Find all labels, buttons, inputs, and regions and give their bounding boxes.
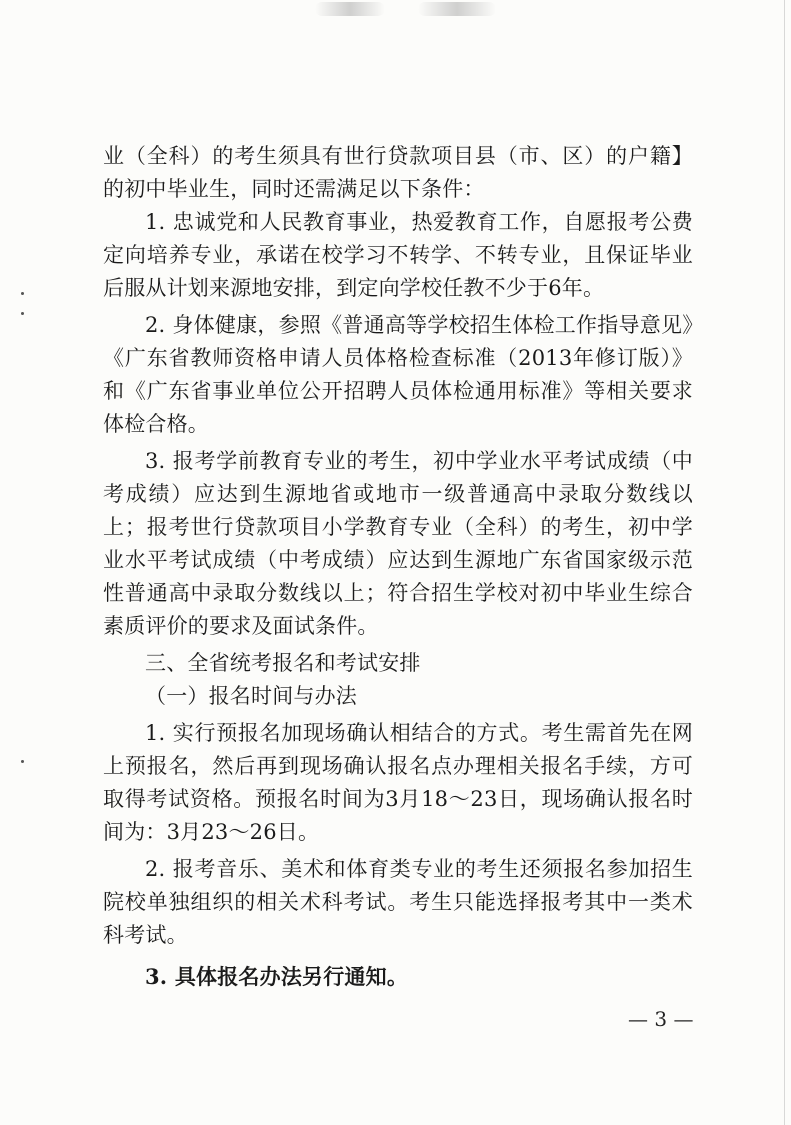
registration-item-2: 2. 报考音乐、美术和体育类专业的考生还须报名参加招生院校单独组织的相关术科考试。考生只能选择报考其中一类术科考试。 — [103, 857, 693, 947]
subsection-heading: （一）报名时间与办法 — [145, 684, 357, 708]
condition-1: 1. 忠诚党和人民教育事业，热爱教育工作，自愿报考公费定向培养专业，承诺在校学习不转学、不转专业，且保证毕业后服从计划来源地安排，到定向学校任教不少于6年。 — [103, 210, 693, 300]
document-body — [103, 140, 693, 993]
binding-mark — [21, 292, 24, 295]
paragraph-continuation: 业（全科）的考生须具有世行贷款项目县（市、区）的户籍】的初中毕业生，同时还需满足以下条件： — [103, 144, 693, 201]
registration-item-3: 3. 具体报名办法另行通知。 — [145, 964, 409, 989]
binding-mark — [21, 760, 24, 763]
binding-mark — [21, 312, 24, 315]
page-number: — 3 — — [628, 1007, 694, 1031]
scan-smudge — [315, 2, 385, 16]
scan-edge-line — [784, 0, 785, 1125]
scan-smudge — [418, 2, 496, 16]
section-heading: 三、全省统考报名和考试安排 — [145, 651, 421, 675]
condition-2: 2. 身体健康，参照《普通高等学校招生体检工作指导意见》《广东省教师资格申请人员体格检查标准（2013年修订版）》和《广东省事业单位公开招聘人员体检通用标准》等相关要求体检合格。 — [103, 313, 693, 436]
registration-item-1: 1. 实行预报名加现场确认相结合的方式。考生需首先在网上预报名，然后再到现场确认报名点办理相关报名手续，方可取得考试资格。预报名时间为3月18～23日，现场确认报名时间为：3月23～26日。 — [103, 721, 693, 844]
condition-3: 3. 报考学前教育专业的考生，初中学业水平考试成绩（中考成绩）应达到生源地省或地市一级普通高中录取分数线以上；报考世行贷款项目小学教育专业（全科）的考生，初中学业水平考试成绩（中考成绩）应达到生源地广东省国家级示范性普通高中录取分数线以上；符合招生学校对初中毕业生综合素质评价的要求及面试条件。 — [103, 449, 693, 638]
